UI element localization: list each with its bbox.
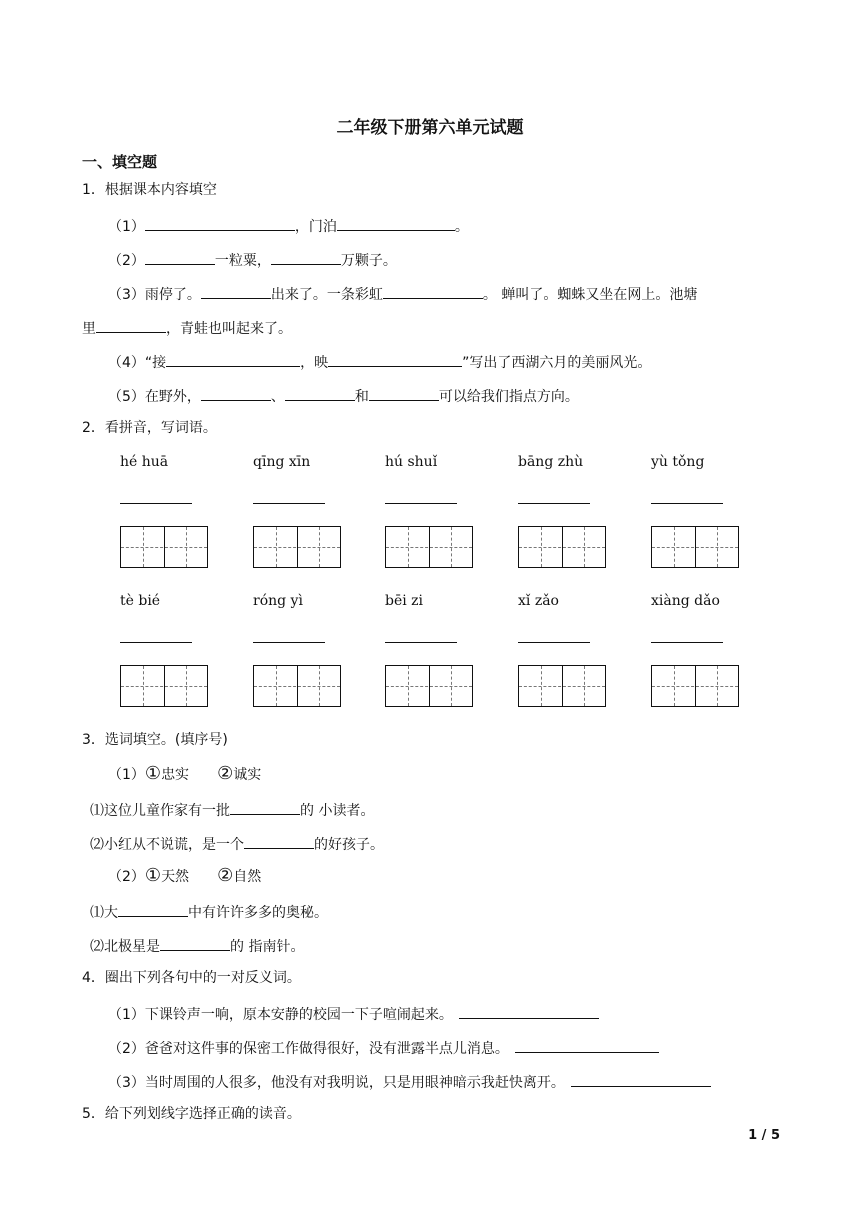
q4-line-3 <box>108 1070 711 1093</box>
text: 中有许许多多的奥秘。 <box>188 905 328 921</box>
answer-line[interactable] <box>518 642 590 643</box>
q1-line-1 <box>108 214 469 237</box>
answer-line[interactable] <box>385 503 457 504</box>
text: 。 蝉叫了。蜘蛛又坐在网上。池塘 <box>482 287 698 303</box>
answer-blank[interactable] <box>515 1036 659 1053</box>
answer-blank[interactable] <box>96 316 166 333</box>
q1-line-3-cont <box>82 316 292 339</box>
text: 可以给我们指点方向。 <box>438 389 579 405</box>
pinyin-label: róng yì <box>253 593 303 609</box>
pinyin-label: hé huā <box>120 454 169 470</box>
q3-group-1-options <box>108 764 261 785</box>
answer-blank[interactable] <box>328 350 462 367</box>
q3-group-2-options <box>108 866 261 887</box>
q4-line-1 <box>108 1002 599 1025</box>
option-number: ① <box>144 763 162 784</box>
writing-grid[interactable] <box>253 665 341 707</box>
answer-line[interactable] <box>651 503 723 504</box>
option-word: 诚实 <box>233 767 262 783</box>
text: 。 <box>454 219 469 235</box>
writing-grid[interactable] <box>651 665 739 707</box>
answer-blank[interactable] <box>271 248 341 265</box>
answer-blank[interactable] <box>337 214 455 231</box>
question-3-heading: 3．选词填空。(填序号) <box>82 732 228 748</box>
text: ⑵小红从不说谎，是一个 <box>90 837 244 853</box>
text: ，青蛙也叫起来了。 <box>166 321 292 337</box>
text: 一粒粟， <box>214 253 271 269</box>
text: （3）当时周围的人很多，他没有对我明说，只是用眼神暗示我赶快离开。 <box>108 1075 565 1091</box>
writing-grid[interactable] <box>385 526 473 568</box>
section-heading: 一、填空题 <box>82 153 158 171</box>
pinyin-label: hú shuǐ <box>385 454 438 470</box>
text: ⑴这位儿童作家有一批 <box>90 803 230 819</box>
q1-line-3 <box>108 282 697 305</box>
option-number: ② <box>217 763 234 784</box>
q3-sentence <box>90 832 384 855</box>
answer-blank[interactable] <box>383 282 483 299</box>
answer-line[interactable] <box>120 503 192 504</box>
text: 的好孩子。 <box>314 837 384 853</box>
question-4-heading: 4．圈出下列各句中的一对反义词。 <box>82 970 301 986</box>
answer-line[interactable] <box>120 642 192 643</box>
text: 出来了。一条彩虹 <box>270 287 383 303</box>
option-word: 天然 <box>161 869 190 885</box>
page-title: 二年级下册第六单元试题 <box>336 118 524 138</box>
pinyin-label: xiàng dǎo <box>651 593 720 609</box>
pinyin-label: yù tǒng <box>651 454 705 470</box>
writing-grid[interactable] <box>120 665 208 707</box>
writing-grid[interactable] <box>651 526 739 568</box>
answer-line[interactable] <box>253 503 325 504</box>
question-1-heading: 1．根据课本内容填空 <box>82 182 217 198</box>
answer-blank[interactable] <box>230 798 300 815</box>
text: （1） <box>108 767 145 783</box>
q1-line-4 <box>108 350 651 373</box>
answer-blank[interactable] <box>118 900 188 917</box>
text: ⑵北极星是 <box>90 939 160 955</box>
q3-sentence <box>90 900 328 923</box>
text: ⑴大 <box>90 905 118 921</box>
answer-line[interactable] <box>385 642 457 643</box>
text: （3）雨停了。 <box>108 287 201 303</box>
answer-blank[interactable] <box>285 384 355 401</box>
q1-line-2 <box>108 248 397 271</box>
text: （1） <box>108 219 145 235</box>
pinyin-label: xǐ zǎo <box>518 593 559 609</box>
answer-line[interactable] <box>518 503 590 504</box>
text: （1）下课铃声一响，原本安静的校园一下子喧闹起来。 <box>108 1007 453 1023</box>
question-2-heading: 2．看拼音，写词语。 <box>82 420 217 436</box>
text: 里 <box>82 321 96 337</box>
page-number: 1 / 5 <box>748 1128 780 1143</box>
text: （2） <box>108 869 145 885</box>
question-5-heading: 5．给下列划线字选择正确的读音。 <box>82 1106 301 1122</box>
answer-blank[interactable] <box>160 934 230 951</box>
answer-blank[interactable] <box>369 384 439 401</box>
text: ，门泊 <box>294 219 337 235</box>
writing-grid[interactable] <box>518 526 606 568</box>
writing-grid[interactable] <box>120 526 208 568</box>
option-number: ① <box>144 865 162 886</box>
text: （5）在野外， <box>108 389 201 405</box>
option-word: 自然 <box>233 869 262 885</box>
text: 的 指南针。 <box>230 939 305 955</box>
pinyin-label: bēi zi <box>385 593 424 609</box>
answer-blank[interactable] <box>201 282 271 299</box>
answer-blank[interactable] <box>571 1070 711 1087</box>
q4-line-2 <box>108 1036 659 1059</box>
writing-grid[interactable] <box>253 526 341 568</box>
text: ”写出了西湖六月的美丽风光。 <box>462 355 652 371</box>
option-word: 忠实 <box>161 767 190 783</box>
answer-line[interactable] <box>651 642 723 643</box>
answer-blank[interactable] <box>244 832 314 849</box>
text: （2） <box>108 253 145 269</box>
answer-blank[interactable] <box>166 350 300 367</box>
answer-blank[interactable] <box>201 384 271 401</box>
text: 和 <box>354 389 369 405</box>
text: 万颗子。 <box>340 253 397 269</box>
answer-blank[interactable] <box>459 1002 599 1019</box>
answer-line[interactable] <box>253 642 325 643</box>
pinyin-label: tè bié <box>120 593 161 609</box>
q3-sentence <box>90 934 304 957</box>
pinyin-label: bāng zhù <box>518 454 584 470</box>
text: ，映 <box>300 355 329 371</box>
text: 、 <box>270 389 285 405</box>
answer-blank[interactable] <box>145 248 215 265</box>
option-number: ② <box>217 865 234 886</box>
q1-line-5 <box>108 384 579 407</box>
writing-grid[interactable] <box>518 665 606 707</box>
pinyin-label: qīng xīn <box>253 454 311 470</box>
writing-grid[interactable] <box>385 665 473 707</box>
text: 的 小读者。 <box>300 803 375 819</box>
answer-blank[interactable] <box>145 214 295 231</box>
text: （4）“接 <box>108 355 167 371</box>
text: （2）爸爸对这件事的保密工作做得很好，没有泄露半点儿消息。 <box>108 1041 509 1057</box>
q3-sentence <box>90 798 374 821</box>
